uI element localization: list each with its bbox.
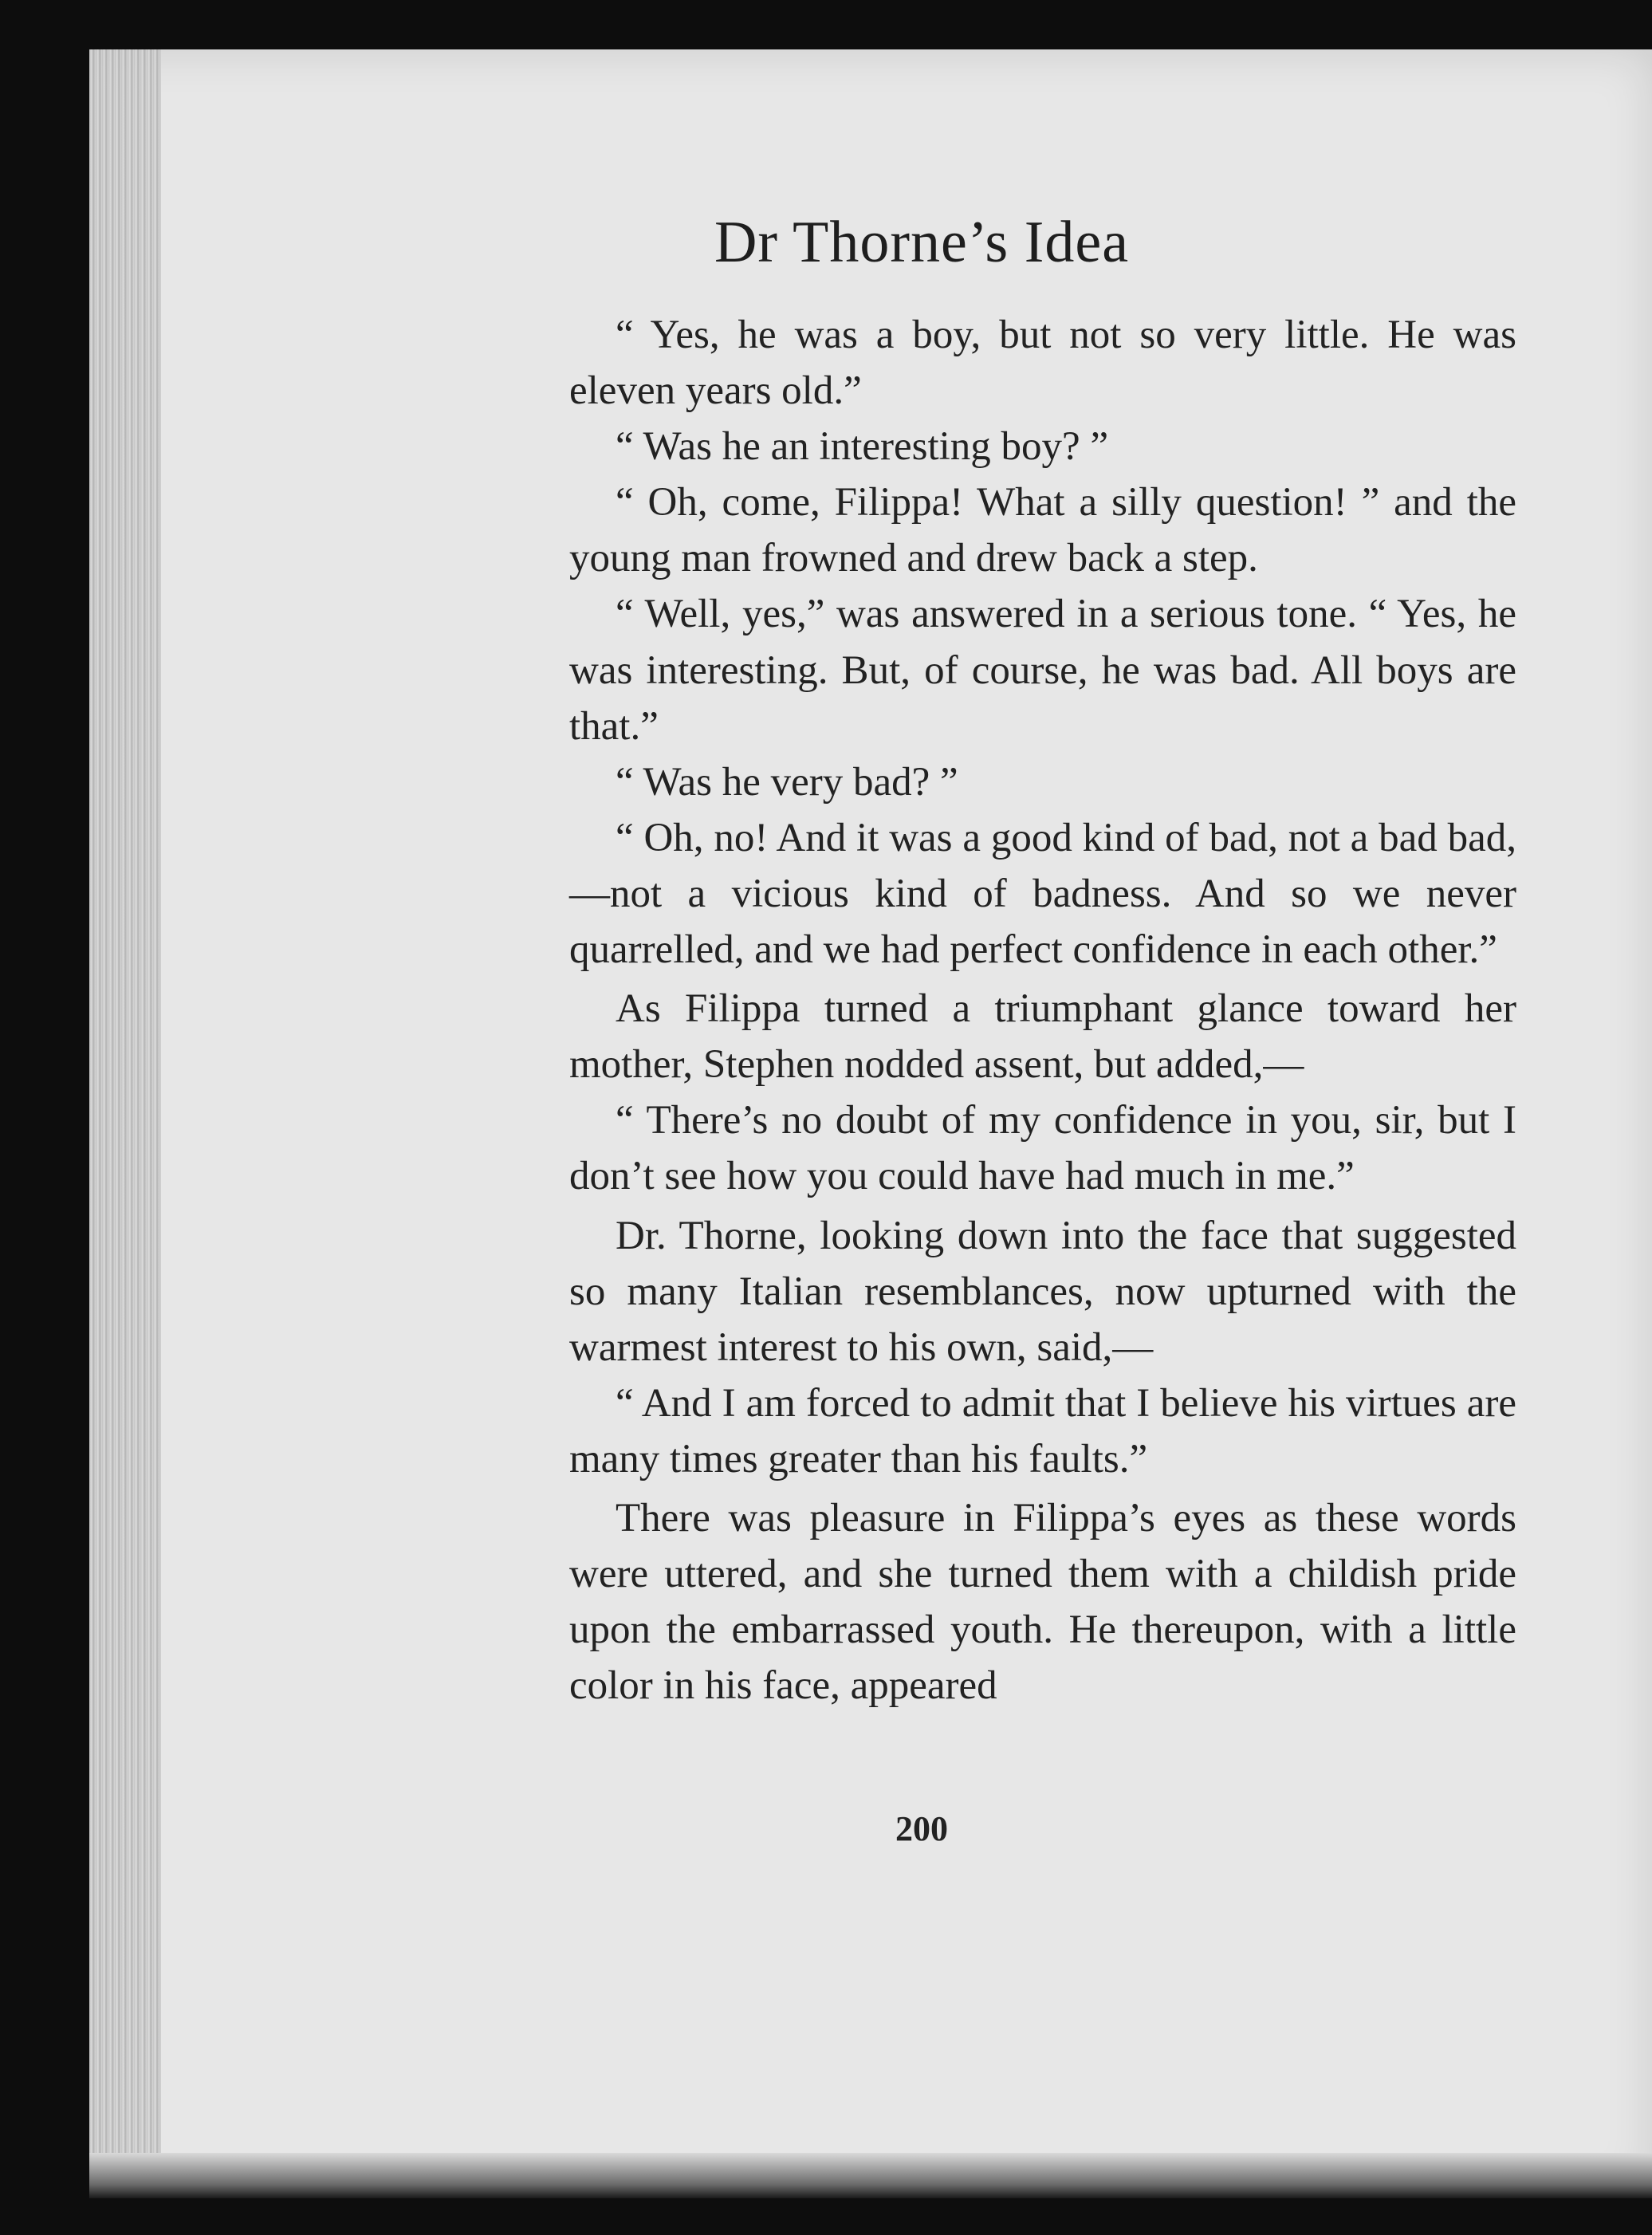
paragraph: “ And I am forced to admit that I believe his virtues are many times greater than his faults.” xyxy=(569,1380,1516,1481)
paragraph: “ There’s no doubt of my confidence in you, sir, but I don’t see how you could have had much in me.” xyxy=(569,1098,1516,1199)
paragraph: “ Was he very bad? ” xyxy=(616,759,958,805)
running-head: Dr Thorne’s Idea xyxy=(714,210,1130,275)
paragraph: As Filippa turned a triumphant glance toward her mother, Stephen nodded assent, but added,— xyxy=(569,986,1516,1088)
page-edge xyxy=(89,49,161,2198)
page-number: 200 xyxy=(895,1809,948,1848)
body-text xyxy=(569,307,1516,1714)
paragraph: “ Oh, no! And it was a good kind of bad, not a bad bad,—not a vicious kind of badness. And so we never quarrelled, and we had perfect confidence in each other.” xyxy=(569,815,1516,973)
paragraph: “ Yes, he was a boy, but not so very little. He was eleven years old.” xyxy=(569,313,1516,414)
paragraph: “ Was he an interesting boy? ” xyxy=(616,424,1109,470)
paragraph: “ Well, yes,” was answered in a serious tone. “ Yes, he was interesting. But, of course, he was bad. All boys are that.” xyxy=(569,592,1516,749)
paragraph: Dr. Thorne, looking down into the face that suggested so many Italian resemblances, now upturned with the warmest interest to his own, said,— xyxy=(569,1213,1516,1370)
paragraph: “ Oh, come, Filippa! What a silly question! ” and the young man frowned and drew back a step. xyxy=(569,480,1516,581)
paragraph: There was pleasure in Filippa’s eyes as these words were uttered, and she turned them with a childish pride upon the embarrassed youth. He thereupon, with a little color in his face, appeared xyxy=(569,1495,1516,1709)
page-bottom-edge xyxy=(89,2153,1652,2198)
